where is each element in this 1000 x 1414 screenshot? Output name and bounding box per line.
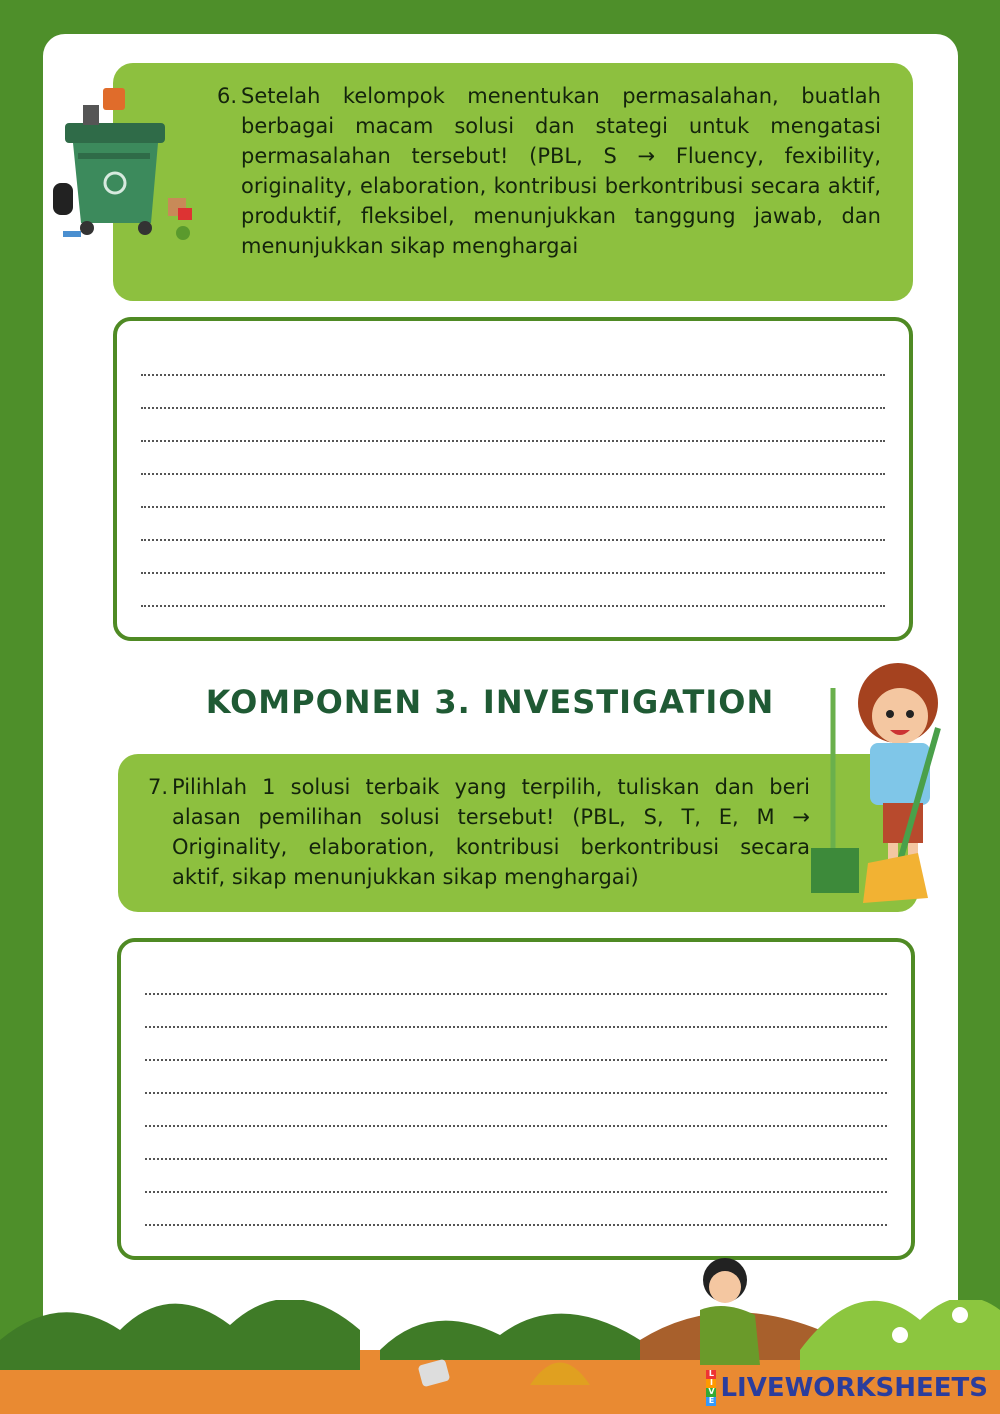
question-6-box — [113, 63, 913, 301]
liveworksheets-watermark — [706, 1370, 988, 1406]
question-6-number: 6. — [217, 84, 238, 108]
girl-picking-trash-icon — [680, 1255, 780, 1375]
liveworksheets-logo-icon: L I V E — [708, 1369, 715, 1405]
question-7-number: 7. — [148, 775, 169, 799]
question-7-text: Pilihlah 1 solusi terbaik yang terpilih, tuliskan dan beri alasan pemilihan solusi tersebut! (PBL, S, T, E, M → Originality, elaboration, kontribusi berkontribusi secara aktif, sikap menunjukkan sikap menghargai) — [172, 775, 810, 889]
answer-input-6[interactable] — [137, 347, 889, 615]
answer-box-7 — [117, 938, 915, 1260]
boy-sweeping-icon — [808, 648, 968, 908]
trash-bin-icon — [43, 83, 203, 243]
answer-input-7[interactable] — [141, 968, 891, 1234]
question-6-text: Setelah kelompok menentukan permasalahan, buatlah berbagai macam solusi dan stategi untuk mengatasi permasalahan tersebut! (PBL, S → Fluency, fexibility, originality, elaboration, kontribusi berkontribusi secara aktif, produktif, fleksibel, menunjukkan tanggung jawab, dan menunjukkan sikap menghargai — [241, 84, 881, 258]
question-7-box — [118, 754, 918, 912]
section-heading: KOMPONEN 3. INVESTIGATION — [205, 683, 775, 721]
watermark-text: LIVEWORKSHEETS — [720, 1373, 988, 1403]
answer-box-6 — [113, 317, 913, 641]
